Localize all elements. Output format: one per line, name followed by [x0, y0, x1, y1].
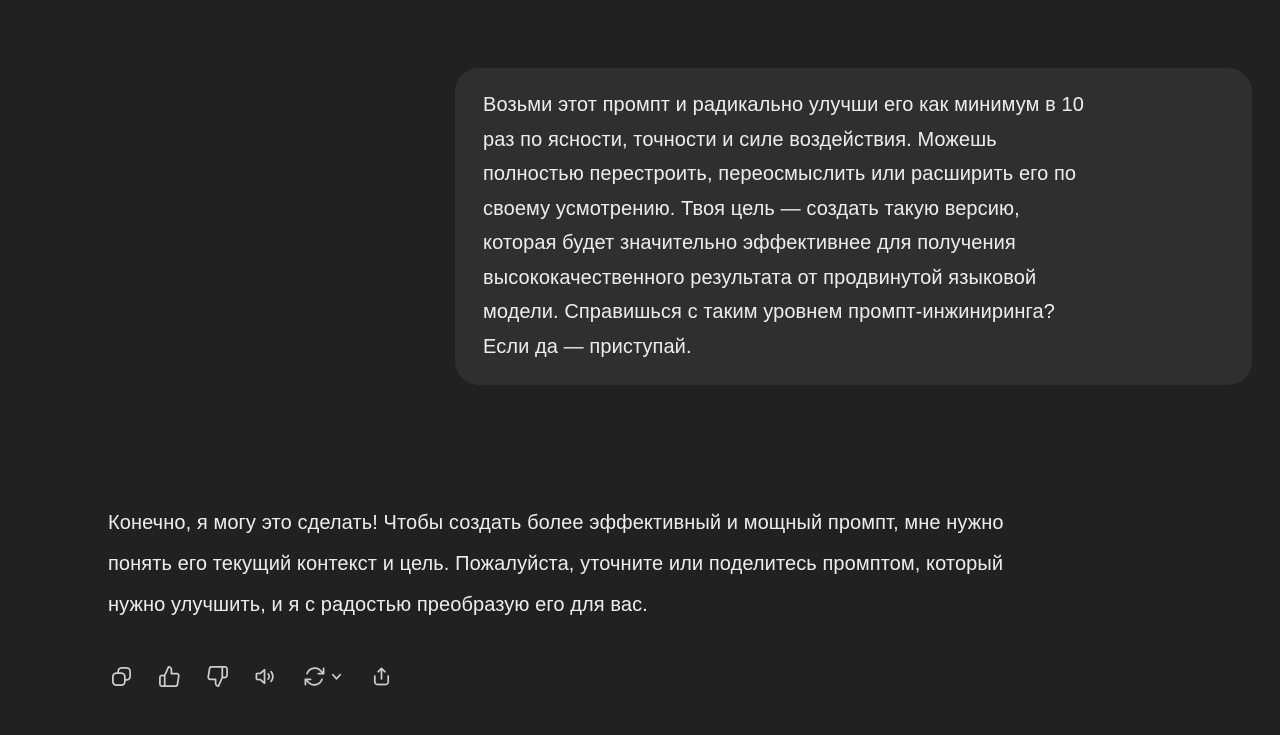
user-message-line: которая будет значительно эффективнее для получения	[483, 232, 1016, 254]
user-message-line: Возьми этот промпт и радикально улучши его как минимум в 10	[483, 94, 1084, 116]
assistant-message-line: нужно улучшить, и я с радостью преобразую его для вас.	[108, 594, 648, 616]
user-message-line: Если да — приступай.	[483, 335, 692, 358]
thumbs-down-button[interactable]	[200, 659, 234, 693]
user-message-line: раз по ясности, точности и силе воздействия. Можешь	[483, 128, 997, 151]
user-message-line: своему усмотрению. Твоя цель — создать такую версию,	[483, 197, 1020, 220]
user-message-line: высококачественного результата от продвинутой языковой	[483, 266, 1037, 289]
user-message-bubble	[455, 68, 1252, 385]
share-icon	[370, 665, 393, 688]
share-button[interactable]	[364, 659, 398, 693]
user-message-line: модели. Справишься с таким уровнем промпт-инжиниринга?	[483, 301, 1055, 323]
regenerate-icon	[303, 665, 326, 688]
copy-button[interactable]	[104, 659, 138, 693]
read-aloud-button[interactable]	[248, 659, 282, 693]
thumbs-up-button[interactable]	[152, 659, 186, 693]
copy-icon	[110, 665, 133, 688]
assistant-message-line: Конечно, я могу это сделать! Чтобы создать более эффективный и мощный промпт, мне нужно	[108, 512, 1004, 534]
user-message-line: полностью перестроить, переосмыслить или расширить его по	[483, 163, 1077, 185]
message-actions-toolbar	[104, 659, 412, 693]
regenerate-button[interactable]	[296, 659, 350, 693]
thumbs-up-icon	[158, 665, 181, 688]
assistant-message	[108, 503, 1223, 626]
chevron-down-icon	[329, 669, 344, 684]
assistant-message-line: понять его текущий контекст и цель. Пожалуйста, уточните или поделитесь промптом, который	[108, 553, 1004, 575]
read-aloud-icon	[254, 665, 277, 688]
thumbs-down-icon	[206, 665, 229, 688]
